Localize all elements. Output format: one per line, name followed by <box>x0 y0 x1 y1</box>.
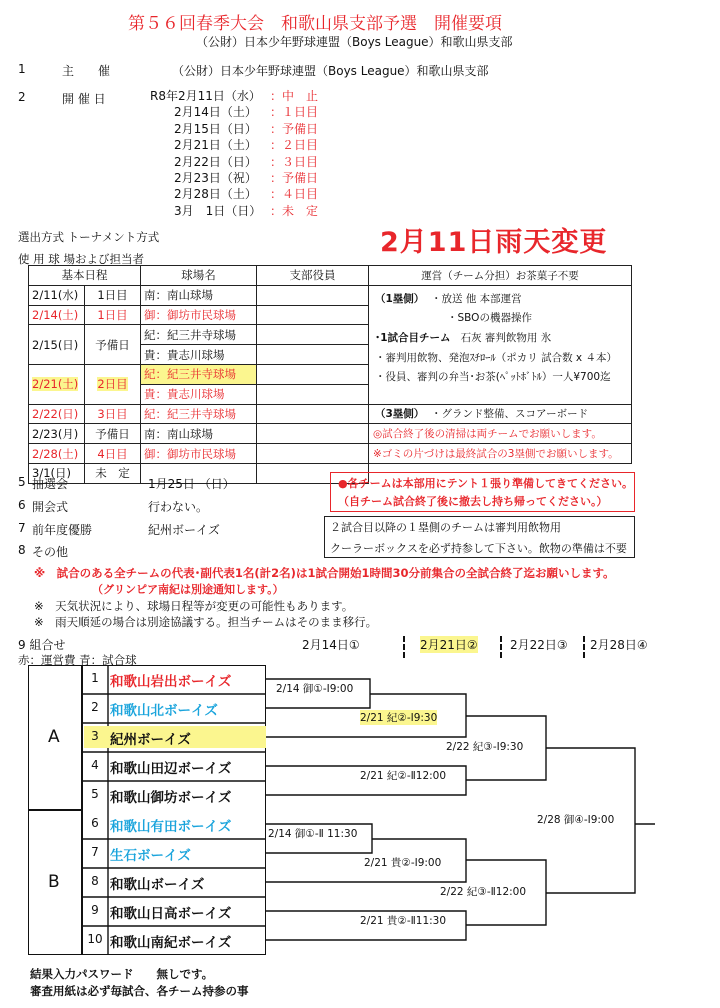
ops-label: （1塁側） <box>375 292 425 305</box>
schedule-field: 紀：紀三井寺球場 <box>141 364 257 384</box>
round-label: 2月22日③ <box>510 638 568 652</box>
team-name: 生石ボーイズ <box>110 848 191 864</box>
ops-cell: ◎試合終了後の清掃は両チームでお願いします。 <box>369 424 632 444</box>
table-header: 運営（チーム分担）お茶菓子不要 <box>369 266 632 286</box>
schedule-date: 2/28(土) <box>29 444 85 464</box>
organizer-label: 主 催 <box>62 64 111 78</box>
team-number: 4 <box>91 758 99 772</box>
team-name: 紀州ボーイズ <box>110 732 191 748</box>
champion-label: 前年度優勝 <box>32 523 93 537</box>
date-status: ：２日目 <box>270 138 319 153</box>
bracket-legend: 赤：運営費 青：試合球 <box>18 653 137 667</box>
team-name: 和歌山北ボーイズ <box>110 703 218 719</box>
schedule-date: 2/11(水) <box>29 285 85 305</box>
match-label: 2/21 紀②-Ⅱ12:00 <box>360 770 447 782</box>
schedule-date: 3/1(日) <box>29 463 85 483</box>
page-subtitle: （公財）日本少年野球連盟（Boys League）和歌山県支部 <box>196 35 513 49</box>
schedule-day: 1日目 <box>85 285 141 305</box>
opening-value: 行わない。 <box>148 500 209 514</box>
schedule-field: 南：南山球場 <box>141 424 257 444</box>
date-status: ：３日目 <box>270 154 319 169</box>
schedule-day: 予備日 <box>85 424 141 444</box>
table-header: 基本日程 <box>29 266 141 286</box>
date-status: ：未 定 <box>270 203 319 218</box>
team-name: 和歌山日高ボーイズ <box>110 906 232 922</box>
item-number: 6 <box>18 498 26 512</box>
page-title: 第５６回春季大会 和歌山県支部予選 開催要項 <box>128 14 502 34</box>
tent-notice: （自チーム試合終了後に撤去し持ち帰ってください。） <box>338 495 608 508</box>
ops-label: ･1試合目チーム <box>375 331 451 344</box>
schedule-day: 3日目 <box>85 404 141 424</box>
team-number: 5 <box>91 787 99 801</box>
tent-notice: ●各チームは本部用にテント１張り準備してきてください。 <box>338 477 634 490</box>
match-label: 2/21 紀②-Ⅰ9:30 <box>360 712 438 724</box>
round-label: 2月28日④ <box>590 638 648 652</box>
round-label: 2月14日① <box>302 638 360 652</box>
match-label: 2/22 紀③-Ⅱ12:00 <box>440 886 527 898</box>
group-a-label: A <box>48 727 60 747</box>
venue-heading: 使 用 球 場および担当者 <box>18 252 144 266</box>
schedule-day-text: 2日目 <box>97 377 128 392</box>
team-number: 1 <box>91 671 99 685</box>
schedule-date: 2/22(日) <box>29 404 85 424</box>
schedule-field: 南：南山球場 <box>141 285 257 305</box>
team-number: 3 <box>91 729 99 743</box>
dates-label: 開 催 日 <box>62 92 106 106</box>
champion-value: 紀州ボーイズ <box>148 523 220 537</box>
schedule-date: 2/14(土) <box>29 305 85 325</box>
team-name: 和歌山有田ボーイズ <box>110 819 232 835</box>
team-number: 8 <box>91 874 99 888</box>
group-b-label: B <box>48 872 60 892</box>
ops-line: ・SBOの機器操作 <box>447 312 532 325</box>
match-label: 2/28 御④-Ⅰ9:00 <box>537 814 615 826</box>
schedule-day: 未 定 <box>85 463 141 483</box>
team-number: 2 <box>91 700 99 714</box>
schedule-day: 1日目 <box>85 305 141 325</box>
date-status: ：予備日 <box>270 121 319 136</box>
opening-label: 開会式 <box>32 500 69 514</box>
team-number: 10 <box>87 932 103 946</box>
note: ※ 雨天順延の場合は別途協議する。担当チームはそのまま移行。 <box>34 615 378 629</box>
schedule-field: 紀：紀三井寺球場 <box>141 325 257 345</box>
date-text: 2月21日（土） <box>174 138 257 153</box>
table-header: 支部役員 <box>257 266 369 286</box>
scoresheet-note: 審査用紙は必ず毎試合、各チーム持参の事 <box>30 984 249 998</box>
other-label: その他 <box>32 545 69 559</box>
date-status: ：４日目 <box>270 187 319 202</box>
match-label: 2/22 紀③-Ⅰ9:30 <box>446 741 524 753</box>
organizer-value: （公財）日本少年野球連盟（Boys League）和歌山県支部 <box>172 64 489 78</box>
team-number: 6 <box>91 816 99 830</box>
match-label: 2/14 御①-Ⅱ 11:30 <box>268 828 358 840</box>
date-text: 2月28日（土） <box>174 187 257 202</box>
lottery-label: 抽選会 <box>32 477 69 491</box>
ops-line: ・役員、審判の弁当･お茶(ﾍﾟｯﾄﾎﾞﾄﾙ）一人¥700迄 <box>375 371 611 384</box>
item-number: 7 <box>18 521 26 535</box>
date-text: R8年2月11日（水） <box>150 89 261 103</box>
date-text: 2月22日（日） <box>174 154 257 169</box>
date-status: ：１日目 <box>270 105 319 120</box>
team-name: 和歌山御坊ボーイズ <box>110 790 232 806</box>
team-number: 9 <box>91 903 99 917</box>
schedule-date: 2/15(日) <box>29 325 85 365</box>
item-number: 2 <box>18 90 26 104</box>
date-status: ：中 止 <box>270 89 319 103</box>
ops-text: ・グランド整備、スコアーボード <box>431 408 589 421</box>
team-name: 和歌山ボーイズ <box>110 877 205 893</box>
date-text: 2月15日（日） <box>174 121 257 136</box>
table-header: 球場名 <box>141 266 257 286</box>
drinks-notice: ２試合目以降の１塁側のチームは審判用飲物用 <box>330 521 561 534</box>
selection-method: 選出方式 トーナメント方式 <box>18 230 160 244</box>
match-label: 2/21 貴②-Ⅰ9:00 <box>364 857 442 869</box>
password-note: 結果入力パスワード 無しです。 <box>30 967 214 981</box>
ops-text: 石灰 審判飲物用 氷 <box>460 331 552 344</box>
schedule-day: 4日目 <box>85 444 141 464</box>
ops-cell: ※ゴミの片づけは最終試合の3塁側でお願いします。 <box>369 444 632 464</box>
team-name: 和歌山岩出ボーイズ <box>110 674 232 690</box>
schedule-field: 御：御坊市民球場 <box>141 305 257 325</box>
note: ※ 天気状況により、球場日程等が変更の可能性もあります。 <box>34 599 354 613</box>
bracket-heading: 9 組合せ <box>18 638 66 652</box>
schedule-date: 2/23(月) <box>29 424 85 444</box>
schedule-date-text: 2/21(土) <box>32 377 79 392</box>
red-note: （グリンピア南紀は別途通知します。） <box>92 583 284 596</box>
schedule-day: 予備日 <box>85 325 141 365</box>
date-status: ：予備日 <box>270 171 319 186</box>
schedule-field: 貴：貴志川球場 <box>141 345 257 365</box>
drinks-notice: クーラーボックスを必ず持参して下さい。飲物の準備は不要 <box>330 542 627 555</box>
ops-text: ・放送 他 本部運営 <box>431 292 522 305</box>
red-note: ※ 試合のある全チームの代表･副代表1名(計2名)は1試合開始1時間30分前集合の全試合終了迄お願いします。 <box>34 566 615 580</box>
item-number: 1 <box>18 62 26 76</box>
schedule-field: 紀：紀三井寺球場 <box>141 404 257 424</box>
match-label: 2/21 貴②-Ⅱ11:30 <box>360 915 447 927</box>
schedule-field: 御：御坊市民球場 <box>141 444 257 464</box>
round-label: 2月21日② <box>420 638 478 652</box>
date-text: 2月14日（土） <box>174 105 257 120</box>
date-text: 3月 1日（日） <box>174 203 262 218</box>
match-label: 2/14 御①-Ⅰ9:00 <box>276 683 354 695</box>
team-name: 和歌山田辺ボーイズ <box>110 761 232 777</box>
ops-line: ・審判用飲物、発泡ｽﾁﾛｰﾙ（ポカリ 試合数 x ４本） <box>375 351 617 364</box>
item-number: 8 <box>18 543 26 557</box>
team-number: 7 <box>91 845 99 859</box>
team-name: 和歌山南紀ボーイズ <box>110 935 232 951</box>
rain-change-notice: 2月11日雨天変更 <box>380 227 608 258</box>
date-text: 2月23日（祝） <box>174 171 257 186</box>
lottery-value: 1月25日 （日） <box>148 477 235 491</box>
ops-label: （3塁側） <box>375 408 425 421</box>
schedule-field: 貴：貴志川球場 <box>141 384 257 404</box>
item-number: 5 <box>18 475 26 489</box>
